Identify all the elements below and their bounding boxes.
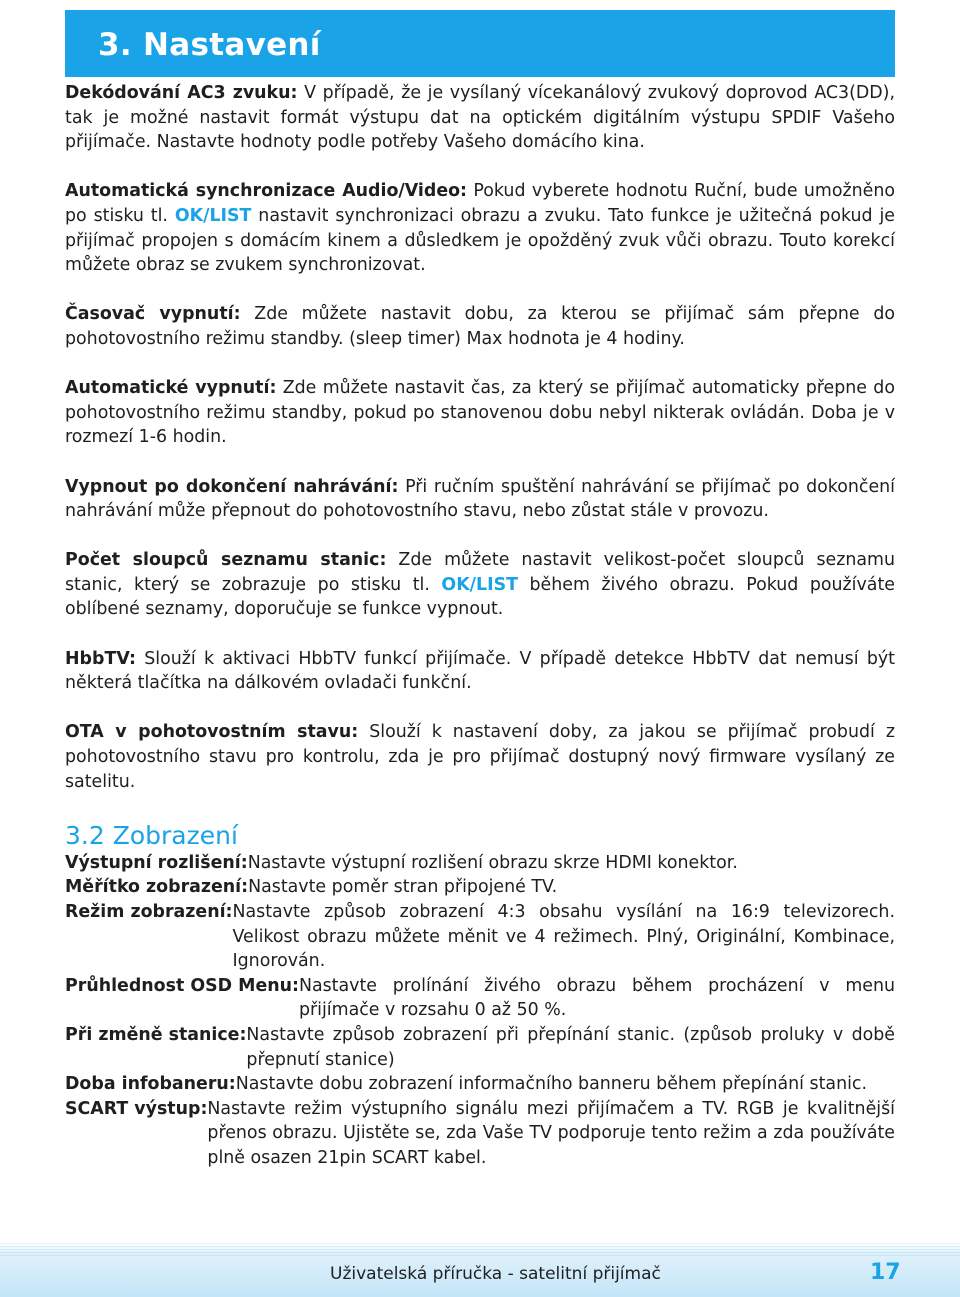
- paragraph-columns: [65, 548, 895, 622]
- page-number: 17: [870, 1260, 901, 1285]
- subsection-heading: 3.2 Zobrazení: [65, 820, 238, 850]
- term-sleep-timer: Časovač vypnutí:: [65, 304, 241, 325]
- text-after-recording: Při ručním spuštění nahrávání se přijímač po dokončení nahrávání může přepnout do pohotovostního stavu, nebo zůstat stále v provozu.: [65, 476, 895, 522]
- list-item: [65, 851, 895, 876]
- text-sleep-timer: Zde můžete nastavit dobu, za kterou se přijímač sám přepne do pohotovostního režimu standby. (sleep timer) Max hodnota je 4 hodiny.: [65, 304, 895, 349]
- text-hbbtv: Slouží k aktivaci HbbTV funkcí přijímače. V případě detekce HbbTV dat nemusí být některá tlačítka na dálkovém ovladači funkční.: [65, 648, 895, 694]
- main-content: [65, 81, 895, 1171]
- text-columns-b: během živého obrazu. Pokud používáte oblíbené seznamy, doporučuje se funkce vypnout.: [65, 574, 895, 620]
- term-scart-output: SCART výstup:: [65, 1098, 208, 1119]
- page-title: 3. Nastavení: [98, 27, 321, 63]
- desc-output-resolution: Nastavte výstupní rozlišení obrazu skrze HDMI konektor.: [247, 852, 738, 873]
- desc-aspect-ratio: Nastavte poměr stran připojené TV.: [248, 877, 558, 898]
- key-ok-list: OK/LIST: [441, 574, 518, 595]
- list-item: [65, 875, 895, 900]
- term-auto-off: Automatické vypnutí:: [65, 378, 277, 399]
- desc-infobanner-time: Nastavte dobu zobrazení informačního banneru během přepínání stanic.: [235, 1074, 868, 1095]
- term-osd-transparency: Průhlednost OSD Menu:: [65, 975, 299, 996]
- term-after-recording: Vypnout po dokončení nahrávání:: [65, 476, 399, 497]
- paragraph-ac3: [65, 81, 895, 155]
- list-item: [65, 1097, 895, 1171]
- term-output-resolution: Výstupní rozlišení:: [65, 852, 248, 873]
- text-columns-a: Zde můžete nastavit velikost-počet sloupců seznamu stanic, který se zobrazuje po stisku tl.: [65, 550, 895, 595]
- desc-scart-output: Nastavte režim výstupního signálu mezi přijímačem a TV. RGB je kvalitnější přenos obrazu. Ujistěte se, zda Vaše TV podporuje tento režim a zda používáte plně osazen 21pin SCART kabel.: [207, 1098, 895, 1168]
- text-av-sync-a: Pokud vyberete hodnotu Ruční, bude umožněno po stisku tl.: [65, 181, 895, 226]
- paragraph-ota: [65, 720, 895, 794]
- paragraph-hbbtv: [65, 647, 895, 696]
- list-item: [65, 1072, 895, 1097]
- list-item: [65, 900, 895, 974]
- footer-title: Uživatelská příručka - satelitní přijímač: [330, 1264, 661, 1284]
- text-ac3: V případě, že je vysílaný vícekanálový zvukový doprovod AC3(DD), tak je možné nastavit formát výstupu dat na optickém digitálním výstupu SPDIF Vašeho přijímače. Nastavte hodnoty podle potřeby Vašeho domácího kina.: [65, 83, 895, 153]
- term-display-mode: Režim zobrazení:: [65, 902, 233, 922]
- key-ok-list: OK/LIST: [174, 205, 252, 226]
- term-av-sync: Automatická synchronizace Audio/Video:: [65, 181, 468, 202]
- list-item: [65, 1023, 895, 1072]
- term-infobanner-time: Doba infobaneru:: [65, 1074, 236, 1095]
- text-av-sync-b: nastavit synchronizaci obrazu a zvuku. Tato funkce je užitečná pokud je přijímač propojen s domácím kinem a důsledkem je opožděný zvuk vůči obrazu. Touto korekcí můžete obraz se zvukem synchronizovat.: [65, 205, 895, 276]
- term-ota: OTA v pohotovostním stavu:: [65, 722, 359, 743]
- term-hbbtv: HbbTV:: [65, 648, 136, 669]
- desc-osd-transparency: Nastavte prolínání živého obrazu během procházení v menu přijímače v rozsahu 0 až 50 %.: [298, 975, 895, 1021]
- list-item: [65, 974, 895, 1023]
- text-ota: Slouží k nastavení doby, za jakou se přijímač probudí z pohotovostního stavu pro kontrolu, zda je pro přijímač dostupný nový firmware vysílaný ze satelitu.: [65, 722, 895, 792]
- term-channel-change: Při změně stanice:: [65, 1024, 247, 1045]
- paragraph-av-sync: [65, 179, 895, 277]
- text-auto-off: Zde můžete nastavit čas, za který se přijímač automaticky přepne do pohotovostního režimu standby, pokud po stanovenou dobu nebyl nikterak ovládán. Doba je v rozmezí 1-6 hodin.: [65, 378, 895, 448]
- desc-display-mode: Nastavte způsob zobrazení 4:3 obsahu vysílání na 16:9 televizorech. Velikost obrazu můžete měnit ve 4 režimech. Plný, Originální, Kombinace, Ignorován.: [232, 902, 895, 972]
- display-settings-list: [65, 851, 895, 1171]
- paragraph-sleep-timer: [65, 302, 895, 351]
- paragraph-after-recording: [65, 475, 895, 524]
- term-aspect-ratio: Měřítko zobrazení:: [65, 877, 249, 898]
- section-header-bar: [65, 10, 895, 77]
- desc-channel-change: Nastavte způsob zobrazení při přepínání stanic. (způsob proluky v době přepnutí stanice): [246, 1024, 895, 1070]
- term-columns: Počet sloupců seznamu stanic:: [65, 550, 387, 571]
- paragraph-auto-off: [65, 376, 895, 450]
- term-ac3: Dekódování AC3 zvuku:: [65, 83, 298, 103]
